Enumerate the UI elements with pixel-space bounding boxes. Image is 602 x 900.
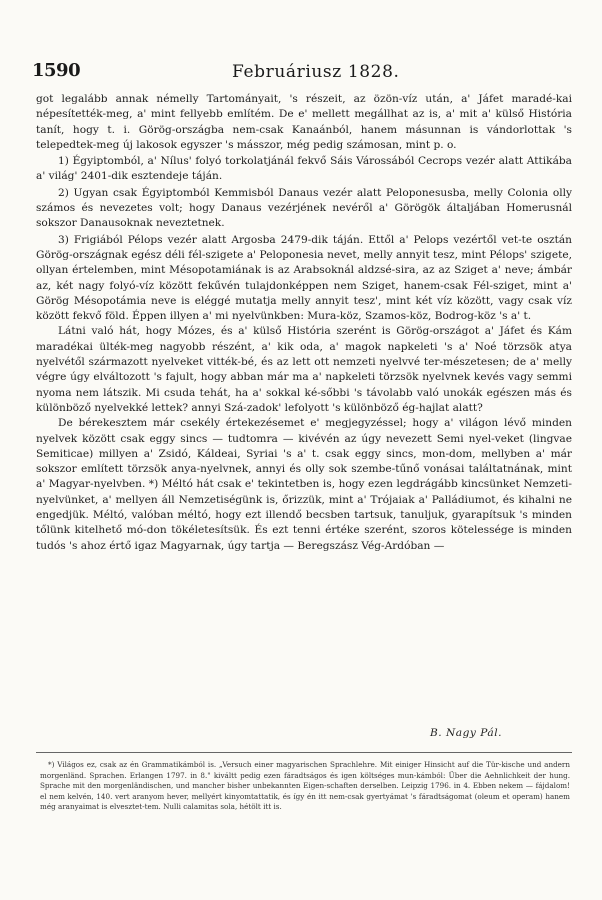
paragraph-closing: De bérekesztem már csekély értekezésemet e' megjegyzéssel; hogy a' világon lévő minden nyelvek között csak eggy sincs — tudtomra — kivévén az úgy nevezett Semi nyel-veket (lingvae Semiticae) millyen a' Zsidó, Káldeai, Syriai 's a' t. csak eggy sincs, mon-dom, mellyben a' már sokszor említett törzsök anya-nyelvnek, annyi és olly sok szembe-tűnő vonásai találtatnának, mint a' Magyar-nyelvben. *) Méltó hát csak e' tekintetben is, hogy ezen legdrágább kincsünket Nemzeti-nyelvünket, a' mellyen áll Nemzetiségünk is, őrizzük, mint a' Trójaiak a' Palládiumot, és kihalni ne engedjük. Méltó, valóban méltó, hogy ezt illendő becsben tartsuk, tanuljuk, gyarapítsuk 's minden tőlünk kitelhető mó-don tökéletesítsük. És ezt tenni értéke szerént, szoros kötelessége is minden tudós 's ahoz értő igaz Magyarnak, úgy tartja — Beregszász Vég-Ardóban — [36,417,572,552]
list-item-3: 3) Frigiából Pélops vezér alatt Argosba 2479-dik táján. Ettől a' Pelops vezértől vet-te osztán Görög-országnak egész déli fél-szigete a' Peloponesia nevet, melly annyit tesz, mint Pélops' szigete, ollyan értelemben, mint Mésopotamiának is az Arabsoknál aldzsé-sira, az az Sziget a' neve; ámbár az, két nagy folyó-víz között fekűvén tulajdonképpen nem Sziget, hanem-csak Fél-sziget, mint a' Görög Mésopotámia neve is eléggé mutatja melly annyit tesz', mint két víz között, vagy csak víz között fekvő föld. Éppen illyen a' mi nyelvünkben: Mura-köz, Szamos-köz, Bodrog-köz 's a' t. [36,233,572,323]
running-title: Februáriusz 1828. [232,62,400,82]
paragraph-conclusion: Látni való hát, hogy Mózes, és a' külső História szerént is Görög-országot a' Jáfet és Kám maradékai ülték-meg nagyobb részént, a' kik oda, a' magok napkeleti 's a' Noé törzsök atya nyelvétől származott nyelveket vitték-bé, és az lett ott nemzeti nyelvvé ter-mészetesen; de a' melly végre úgy elváltozott 's fajult, hogy abban már ma a' napkeleti törzsök nyelvnek kevés vagy semmi nyoma nem látszik. Mi csuda tehát, ha a' sokkal ké-sőbbi 's távolabb való unokák egészen más és különböző nyelvekké lettek? annyi Szá-zadok' lefolyott 's különböző ég-hajlat alatt? [36,325,572,414]
page-number: 1590 [32,60,81,81]
page-header [32,56,580,82]
list-item-2: 2) Ugyan csak Égyiptomból Kemmisból Danaus vezér alatt Peloponesusba, melly Colonia olly számos és nevezetes volt; hogy Danaus vezérjének nevéről a' Görögök általjában Homerusnál sokszor Danausoknak neveztetnek. [36,186,572,230]
list-item-1: 1) Égyiptomból, a' Nílus' folyó torkolatjánál fekvő Sáis Várossából Cecrops vezér alatt Attikába a' világ' 2401-dik esztendeje táján. [36,155,572,183]
author-signature: B. Nagy Pál. [430,727,502,739]
paragraph-continuation: got legalább annak némelly Tartományait, 's részeit, az özön-víz után, a' Jáfet maradé-kai népesítették-meg, a' mint fellyebb említém. De e' mellett megállhat az is, a' mit a' külső História tanít, hogy t. i. Görög-országba nem-csak Kanaánból, hanem másunnan is vándorlottak 's telepedtek-meg új lakosok egyszer 's másszor, még pedig számosan, mint p. o. [36,93,572,151]
footnote-divider [36,752,572,753]
footnote-text: *) Világos ez, csak az én Grammatikámból is. „Versuch einer magyarischen Sprachlehre. Mit einiger Hinsicht auf die Tür-kische und andern morgenländ. Sprachen. Erlangen 1797. in 8." kiváltt pedig ezen fáradtságos és igen költséges mun-kámból: Über die Aehnlichkeit der hung. Sprache mit den morgenländischen, und mancher bisher unbekannten Eigen-schaften derselben. Leipzig 1796. in 4. Ebben nekem — fájdalom! el nem kelvén, 140. vert aranyom hever, mellyért kinyomtattatik, és így én itt nem-csak gyertyámat 's fáradtságomat (oleum et operam) hanem még aranyaimat is elvesztet-tem. Nulli calamitas sola, hétölt itt is. [40,760,570,811]
body-text [36,92,572,554]
footnote [40,760,570,813]
